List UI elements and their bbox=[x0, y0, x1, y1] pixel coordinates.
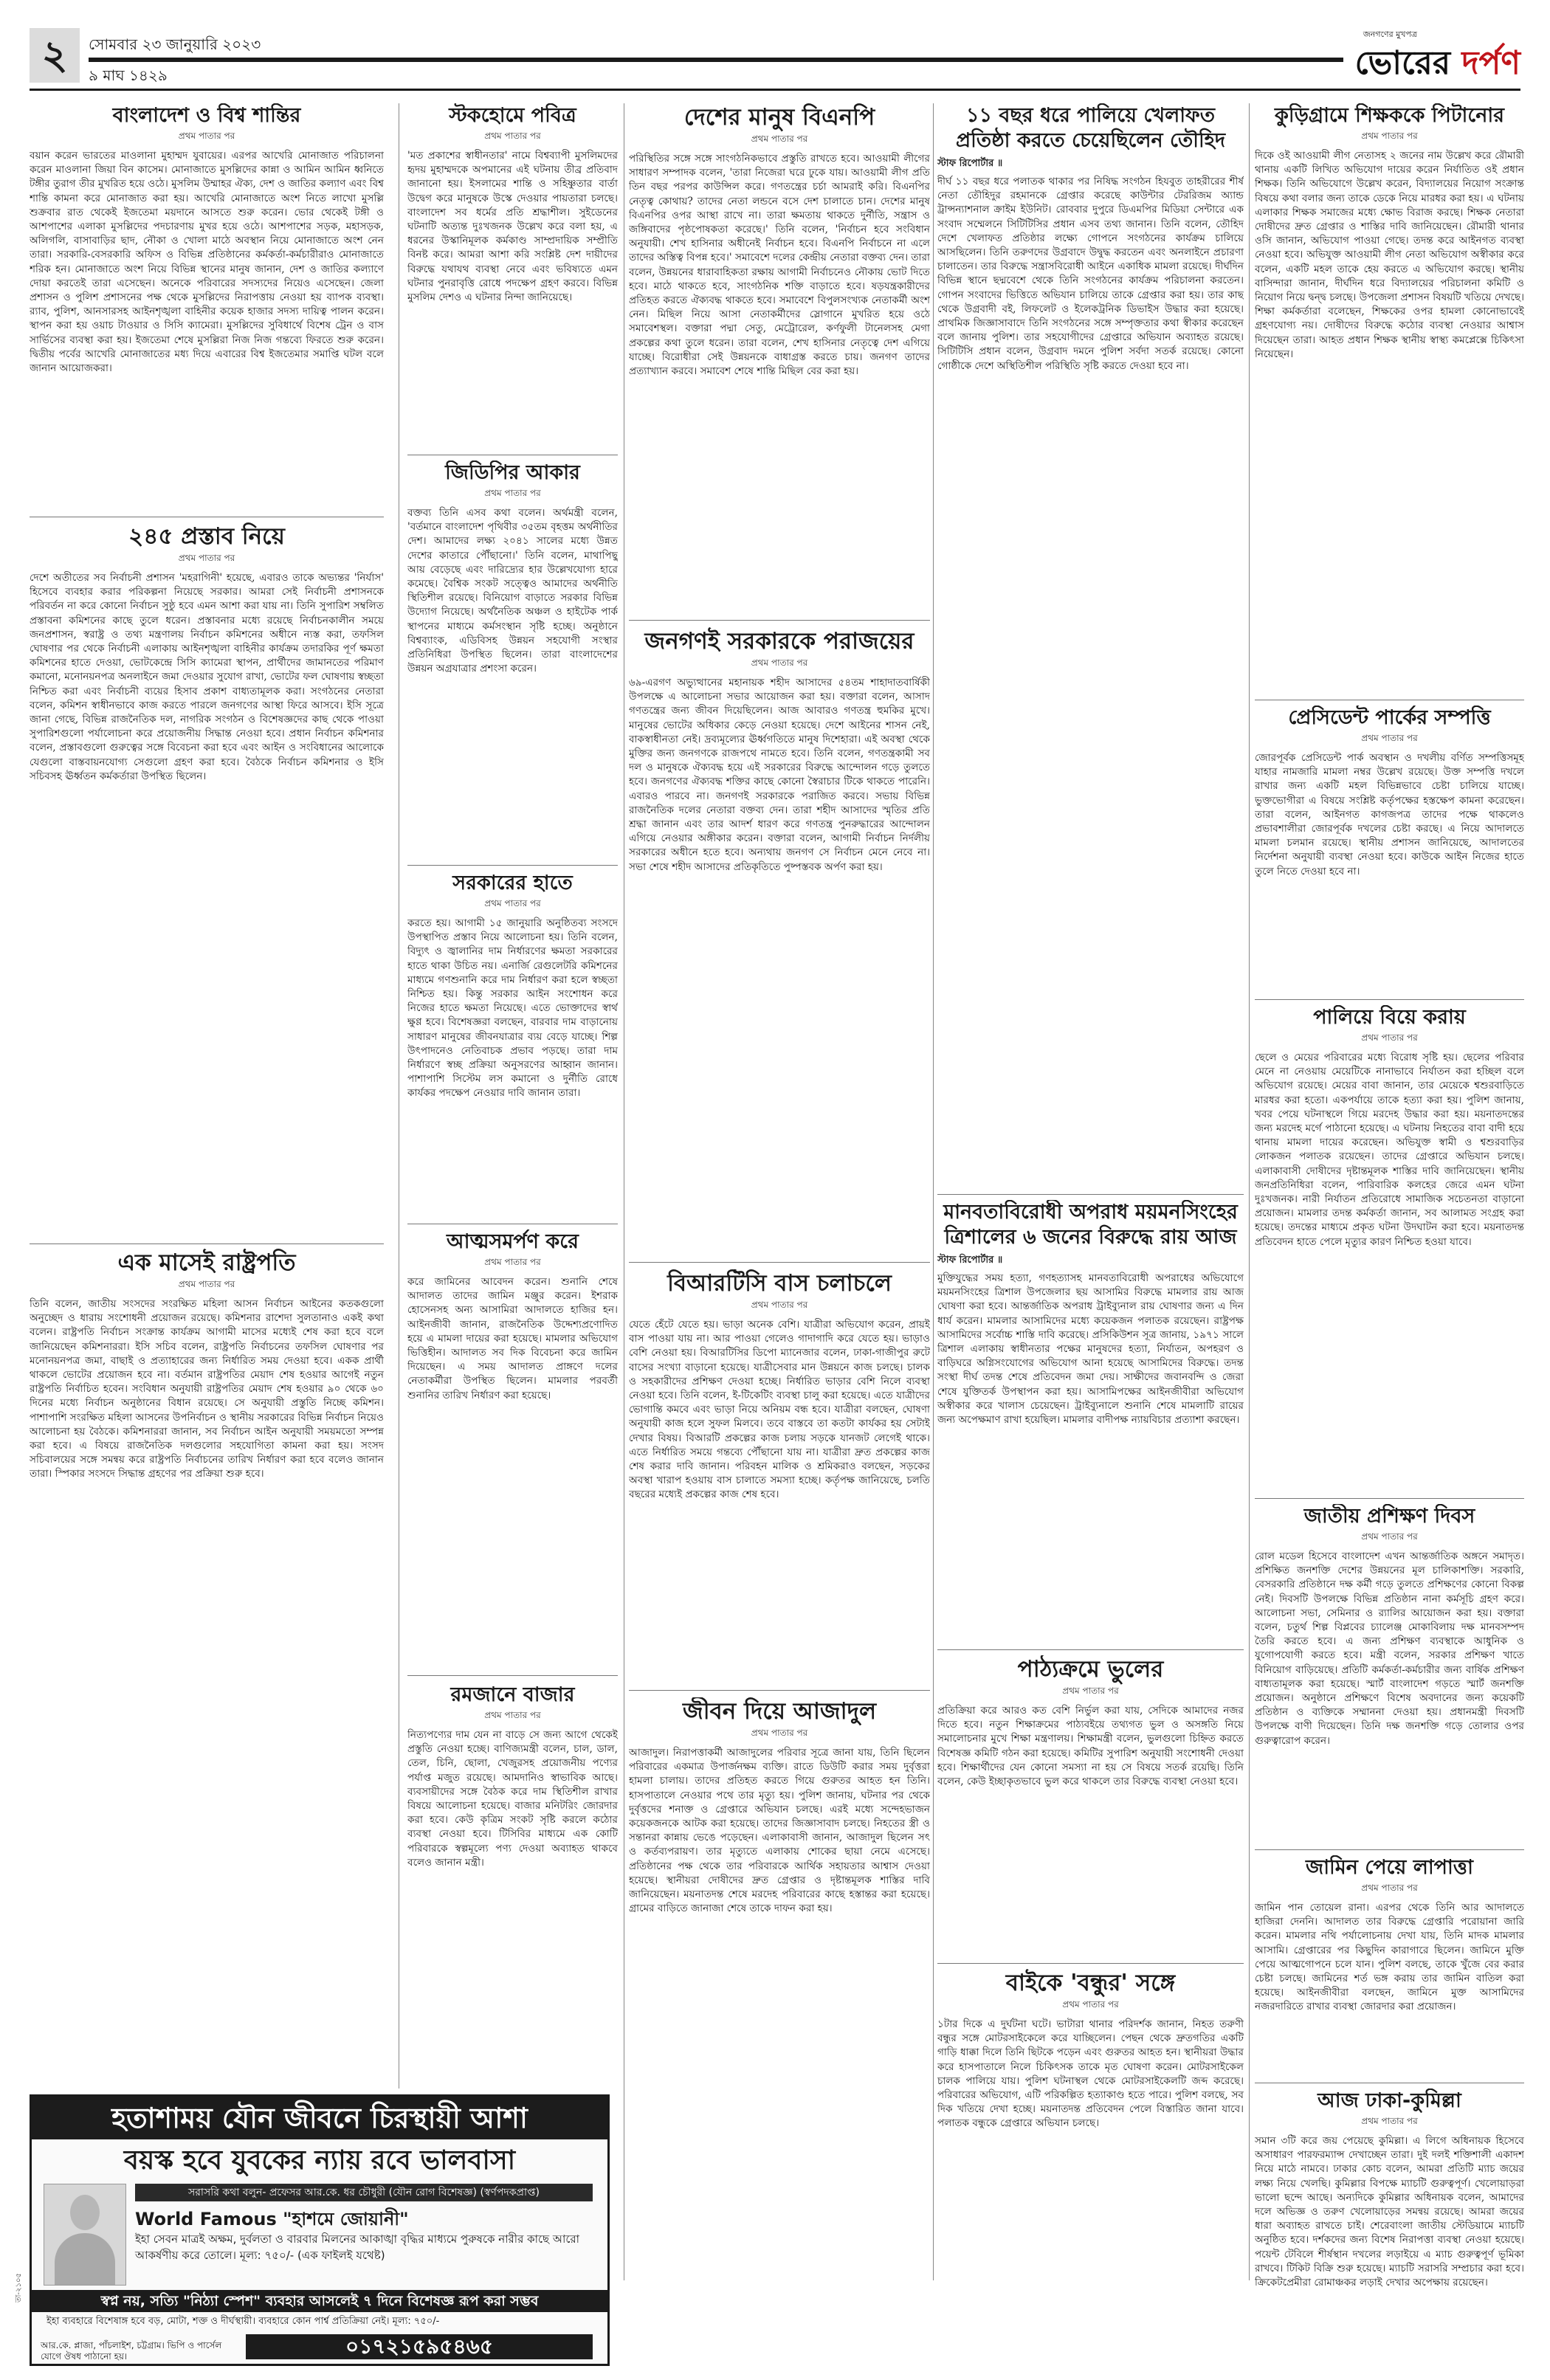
ad-note: ইহা ব্যবহারে বিশেষাঙ্গ হবে বড়, মোটা, শক্ত ও দীর্ঘস্থায়ী। ব্যবহারে কোন পার্শ্ব প্রতিক্রিয়া নেই। মূল্য: ৭৫০/- bbox=[46, 2316, 440, 2327]
article-elope bbox=[1255, 1005, 1524, 1492]
article-separator bbox=[629, 620, 930, 621]
kicker: প্রথম পাতার পর bbox=[484, 1257, 541, 1267]
ad-doctor-photo bbox=[44, 2184, 126, 2286]
article-govt bbox=[407, 871, 618, 1218]
kicker: প্রথম পাতার পর bbox=[484, 898, 541, 908]
article-brtc bbox=[629, 1269, 930, 1683]
logo-text-part2: দর্পণ bbox=[1461, 44, 1520, 82]
article-separator bbox=[407, 1675, 618, 1676]
article-gdp bbox=[407, 461, 618, 859]
byline: স্টাফ রিপোর্টার ॥ bbox=[937, 1255, 1003, 1266]
kicker: প্রথম পাতার পর bbox=[1062, 1999, 1119, 2010]
kicker: প্রথম পাতার পর bbox=[1361, 131, 1418, 141]
kicker: প্রথম পাতার পর bbox=[1361, 1032, 1418, 1043]
article-body: ১টার দিকে এ দুর্ঘটনা ঘটে। ভাটারা থানার পরিদর্শক জানান, নিহত তরুণী বন্ধুর সঙ্গে মোটরসাইকেলে করে যাচ্ছিলেন। পেছন থেকে দ্রুতগতির একটি গাড়ি ধাক্কা দিলে তিনি ছিটকে পড়েন এবং গুরুতর আহত হন। স্থানীয়রা উদ্ধার করে হাসপাতালে নিলে চিকিৎসক তাকে মৃত ঘোষণা করেন। মোটরসাইকেল চালক পালিয়ে যায়। পুলিশ ঘটনাস্থল থেকে মোটরসাইকেলটি জব্দ করেছে। পরিবারের অভিযোগ, এটি পরিকল্পিত হত্যাকাণ্ড হতে পারে। পুলিশ বলছে, সব দিক খতিয়ে দেখা হচ্ছে। ময়নাতদন্ত প্রতিবেদন পেলে বিস্তারিত জানা যাবে। পলাতক বন্ধুকে গ্রেপ্তারে অভিযান চলছে। bbox=[937, 2018, 1244, 2130]
headline: জাতীয় প্রশিক্ষণ দিবস bbox=[1303, 1505, 1475, 1528]
article-body: সমান ৩টি করে জয় পেয়েছে কুমিল্লা। এ লিগে অধিনায়ক হিসেবে অসাধারণ পারফরম্যান্স দেখাচ্ছেন তারা। দুই দলই শক্তিশালী একাদশ নিয়ে মাঠে নামবে। ঢাকার কোচ বলেন, আমরা প্রতিটি ম্যাচ জয়ের লক্ষ্য নিয়ে খেলছি। কুমিল্লার বিপক্ষে ম্যাচটি গুরুত্বপূর্ণ। খেলোয়াড়রা ভালো ছন্দে আছে। অন্যদিকে কুমিল্লার অধিনায়ক বলেন, আমাদের দলে অভিজ্ঞ ও তরুণ খেলোয়াড়ের সমন্বয় রয়েছে। আমরা জয়ের ধারা অব্যাহত রাখতে চাই। শেরেবাংলা জাতীয় স্টেডিয়ামে ম্যাচটি অনুষ্ঠিত হবে। দর্শকদের জন্য বিশেষ নিরাপত্তা ব্যবস্থা নেওয়া হয়েছে। পয়েন্ট টেবিলে শীর্ষস্থান দখলের লড়াইয়ে এ ম্যাচ গুরুত্বপূর্ণ ভূমিকা রাখবে। টিকিট বিক্রি শুরু হয়েছে। ম্যাচটি সরাসরি সম্প্রচার করা হবে। ক্রিকেটপ্রেমীরা রোমাঞ্চকর লড়াই দেখার অপেক্ষায় রয়েছেন। bbox=[1255, 2135, 1524, 2289]
column-divider bbox=[933, 103, 934, 2280]
article-separator bbox=[629, 1262, 930, 1263]
article-people-bnp bbox=[629, 103, 930, 613]
article-body: দীর্ঘ ১১ বছর ধরে পলাতক থাকার পর নিষিদ্ধ সংগঠন হিযবুত তাহরীরের শীর্ষ নেতা তৌহিদুর রহমানকে গ্রেপ্তার করেছে কাউন্টার টেররিজম অ্যান্ড ট্রান্সন্যাশনাল ক্রাইম ইউনিট। রোববার দুপুরে ডিএমপির মিডিয়া সেন্টারে এক সংবাদ সম্মেলনে সিটিটিসির প্রধান এসব তথ্য জানান। তিনি বলেন, তৌহিদ দেশে খেলাফত প্রতিষ্ঠার লক্ষ্যে গোপনে সংগঠনের কার্যক্রম চালিয়ে আসছিলেন। তিনি তরুণদের উগ্রবাদে উদ্বুদ্ধ করতেন এবং অনলাইনে প্রচারণা চালাতেন। তার বিরুদ্ধে সন্ত্রাসবিরোধী আইনে একাধিক মামলা রয়েছে। দীর্ঘদিন বিভিন্ন স্থানে ছদ্মবেশে থেকে তিনি সংগঠনের কার্যক্রম পরিচালনা করতেন। গোপন সংবাদের ভিত্তিতে অভিযান চালিয়ে তাকে গ্রেপ্তার করা হয়। তার কাছ থেকে উগ্রবাদী বই, লিফলেট ও ইলেকট্রনিক ডিভাইস উদ্ধার করা হয়েছে। প্রাথমিক জিজ্ঞাসাবাদে তিনি সংগঠনের সঙ্গে সম্পৃক্ততার কথা স্বীকার করেছেন বলে জানায় পুলিশ। তার সহযোগীদের গ্রেপ্তারে অভিযান অব্যাহত রয়েছে। সিটিটিসি প্রধান বলেন, উগ্রবাদ দমনে পুলিশ সর্বদা সতর্ক রয়েছে। কোনো গোষ্ঠীকে দেশে অস্থিতিশীল পরিস্থিতি সৃষ্টি করতে দেওয়া হবে না। bbox=[937, 176, 1244, 372]
kicker: প্রথম পাতার পর bbox=[751, 1728, 808, 1738]
kicker: প্রথম পাতার পর bbox=[178, 553, 235, 563]
kicker: প্রথম পাতার পর bbox=[178, 131, 235, 141]
photo-head-shape bbox=[70, 2195, 100, 2230]
logo-text-part1: ভোরের bbox=[1354, 44, 1462, 82]
kicker: প্রথম পাতার পর bbox=[484, 1710, 541, 1720]
date-gregorian: সোমবার ২৩ জানুয়ারি ২০২৩ bbox=[89, 35, 261, 53]
kicker: প্রথম পাতার পর bbox=[484, 131, 541, 141]
headline: জনগণই সরকারকে পরাজয়ের bbox=[644, 628, 914, 655]
article-bike bbox=[937, 1969, 1244, 2376]
headline: সরকারের হাতে bbox=[452, 872, 573, 894]
byline: স্টাফ রিপোর্টার ॥ bbox=[937, 158, 1003, 169]
headline: বাইকে 'বন্ধুর' সঙ্গে bbox=[1005, 1970, 1176, 1996]
article-separator bbox=[629, 1690, 930, 1691]
kicker: প্রথম পাতার পর bbox=[484, 488, 541, 498]
article-body: দিকে ওই আওয়ামী লীগ নেতাসহ ২ জনের নাম উল্লেখ করে রৌমারী থানায় একটি লিখিত অভিযোগ দায়ের করেন নির্যাতিত ওই প্রধান শিক্ষক। তিনি অভিযোগে উল্লেখ করেন, বিদ্যালয়ের নিয়োগ সংক্রান্ত বিষয়ে কথা বলার জন্য তাকে ডেকে নিয়ে মারধর করা হয়। এ ঘটনায় এলাকার শিক্ষক সমাজের মধ্যে ক্ষোভ বিরাজ করছে। শিক্ষক নেতারা দোষীদের দ্রুত গ্রেপ্তার ও শাস্তির দাবি জানিয়েছেন। রৌমারী থানার ওসি জানান, অভিযোগ পাওয়া গেছে। তদন্ত করে আইনগত ব্যবস্থা নেওয়া হবে। অভিযুক্ত আওয়ামী লীগ নেতা অভিযোগ অস্বীকার করে বলেন, একটি মহল তাকে হেয় করতে এ অভিযোগ করছে। স্থানীয় বাসিন্দারা জানান, দীর্ঘদিন ধরে বিদ্যালয়ের পরিচালনা কমিটি ও নিয়োগ নিয়ে দ্বন্দ্ব চলছে। উপজেলা প্রশাসন বিষয়টি খতিয়ে দেখছে। শিক্ষা কর্মকর্তারা বলেছেন, শিক্ষকের ওপর হামলা কোনোভাবেই গ্রহণযোগ্য নয়। দোষীদের বিরুদ্ধে কঠোর ব্যবস্থা নেওয়ার আশ্বাস দিয়েছেন তারা। আহত প্রধান শিক্ষক স্থানীয় স্বাস্থ্য কমপ্লেক্সে চিকিৎসা নিয়েছেন। bbox=[1255, 150, 1524, 360]
article-body: ৬৯-এরগণ অভ্যুত্থানের মহানায়ক শহীদ আসাদের ৫৪তম শাহাদাতবার্ষিকী উপলক্ষে এ আলোচনা সভার আয়োজন করা হয়। বক্তারা বলেন, আসাদ গণতন্ত্রের জন্য জীবন দিয়েছিলেন। আজ আবারও গণতন্ত্র হুমকির মুখে। মানুষের ভোটের অধিকার কেড়ে নেওয়া হয়েছে। দেশে আইনের শাসন নেই, বাকস্বাধীনতা নেই। দ্রব্যমূল্যের ঊর্ধ্বগতিতে মানুষ দিশেহারা। এই অবস্থা থেকে মুক্তির জন্য জনগণকে রাজপথে নামতে হবে। তিনি বলেন, গণতন্ত্রকামী সব দল ও মানুষকে ঐক্যবদ্ধ হয়ে এই সরকারের বিরুদ্ধে আন্দোলন গড়ে তুলতে হবে। জনগণের ঐক্যবদ্ধ শক্তির কাছে কোনো স্বৈরাচার টিকে থাকতে পারেনি। এবারও পারবে না। জনগণই সরকারকে পরাজিত করবে। সভায় বিভিন্ন রাজনৈতিক দলের নেতারা বক্তব্য দেন। তারা শহীদ আসাদের স্মৃতির প্রতি শ্রদ্ধা জানান এবং তার আদর্শ ধারণ করে গণতন্ত্র পুনরুদ্ধারের আন্দোলন এগিয়ে নেওয়ার অঙ্গীকার করেন। বক্তারা বলেন, আগামী নির্বাচন নির্দলীয় সরকারের অধীনে হতে হবে। অন্যথায় জনগণ সে নির্বাচন মেনে নেবে না। সভা শেষে শহীদ আসাদের প্রতিকৃতিতে পুষ্পস্তবক অর্পণ করা হয়। bbox=[629, 677, 930, 873]
article-bail bbox=[1255, 1855, 1524, 2077]
headline: পাঠ্যক্রমে ভুলের bbox=[1017, 1656, 1164, 1683]
headline: বাংলাদেশ ও বিশ্ব শান্তির bbox=[112, 104, 301, 127]
article-president bbox=[30, 1249, 384, 2083]
headline: প্রেসিডেন্ট পার্কের সম্পত্তি bbox=[1288, 706, 1491, 729]
article-body: যেতে হেঁটে যেতে হয়। ভাড়া অনেক বেশি। যাত্রীরা অভিযোগ করেন, প্রায়ই বাস পাওয়া যায় না। আর পাওয়া গেলেও গাদাগাদি করে যেতে হয়। ভাড়াও বেশি নেওয়া হয়। বিআরটিসির ডিপো ম্যানেজার বলেন, ঢাকা-গাজীপুর রুটে বাসের সংখ্যা বাড়ানো হয়েছে। যাত্রীসেবার মান উন্নয়নে কাজ চলছে। চালক ও সহকারীদের প্রশিক্ষণ দেওয়া হচ্ছে। নির্ধারিত ভাড়ার বেশি নিলে ব্যবস্থা নেওয়া হবে। তিনি বলেন, ই-টিকেটিং ব্যবস্থা চালু করা হয়েছে। এতে যাত্রীদের ভোগান্তি কমবে এবং ভাড়া নিয়ে অনিয়ম বন্ধ হবে। যাত্রীরা বলছেন, ঘোষণা অনুযায়ী কাজ হলে সুফল মিলবে। তবে বাস্তবে তা কতটা কার্যকর হয় সেটাই দেখার বিষয়। বিআরটি প্রকল্পের কাজ চলায় সড়কে যানজট লেগেই থাকে। এতে নির্ধারিত সময়ে গন্তব্যে পৌঁছানো যায় না। যাত্রীরা দ্রুত প্রকল্পের কাজ শেষ করার দাবি জানান। পরিবহন মালিক ও শ্রমিকরাও বলছেন, সড়কের অবস্থা খারাপ হওয়ায় বাস চালাতে সমস্যা হচ্ছে। কর্তৃপক্ষ জানিয়েছে, চলতি বছরের মধ্যেই প্রকল্পের কাজ শেষ হবে। bbox=[629, 1319, 930, 1501]
headline: আত্মসমর্পণ করে bbox=[447, 1230, 579, 1253]
headline: জামিন পেয়ে লাপাত্তা bbox=[1306, 1856, 1473, 1879]
article-separator bbox=[1255, 1849, 1524, 1850]
article-body: প্রতিক্রিয়া করে আরও কত বেশি নির্ভুল করা যায়, সেদিকে আমাদের নজর দিতে হবে। নতুন শিক্ষাক্রমের পাঠ্যবইয়ে তথ্যগত ভুল ও অসঙ্গতি নিয়ে সমালোচনার মুখে শিক্ষা মন্ত্রণালয়। শিক্ষামন্ত্রী বলেন, ভুলগুলো চিহ্নিত করতে বিশেষজ্ঞ কমিটি গঠন করা হয়েছে। কমিটির সুপারিশ অনুযায়ী সংশোধনী দেওয়া হবে। শিক্ষার্থীদের যেন কোনো সমস্যা না হয় সে বিষয়ে সতর্ক রয়েছি। তিনি বলেন, কেউ ইচ্ছাকৃতভাবে ভুল করে থাকলে তার বিরুদ্ধে ব্যবস্থা নেওয়া হবে। bbox=[937, 1705, 1244, 1788]
article-stockholm bbox=[407, 103, 618, 450]
side-print-code: তা-২১০৫ bbox=[15, 2273, 23, 2303]
column-divider bbox=[1249, 103, 1250, 2280]
article-body: মুক্তিযুদ্ধের সময় হত্যা, গণহত্যাসহ মানবতাবিরোধী অপরাধের অভিযোগে ময়মনসিংহের ত্রিশাল উপজেলার ছয় আসামির বিরুদ্ধে মামলার রায় আজ ঘোষণা করা হবে। আন্তর্জাতিক অপরাধ ট্রাইব্যুনাল রায় ঘোষণার জন্য এ দিন ধার্য করেন। মামলার আসামিদের মধ্যে কয়েকজন পলাতক রয়েছেন। রাষ্ট্রপক্ষ আসামিদের সর্বোচ্চ শাস্তি দাবি করেছে। প্রসিকিউশন সূত্র জানায়, ১৯৭১ সালে ত্রিশাল এলাকায় স্বাধীনতার পক্ষের মানুষদের হত্যা, নির্যাতন, অপহরণ ও বাড়িঘরে অগ্নিসংযোগের অভিযোগ আনা হয়েছে আসামিদের বিরুদ্ধে। তদন্ত সংস্থা দীর্ঘ তদন্ত শেষে প্রতিবেদন জমা দেয়। সাক্ষীদের জবানবন্দি ও জেরা শেষে যুক্তিতর্ক উপস্থাপন করা হয়। আসামিপক্ষের আইনজীবীরা অভিযোগ অস্বীকার করে খালাস চেয়েছেন। ট্রাইব্যুনালে শুনানি শেষে মামলাটি রায়ের জন্য অপেক্ষমাণ রাখা হয়েছিল। মামলার বাদীপক্ষ ন্যায়বিচার প্রত্যাশা করছেন। bbox=[937, 1272, 1244, 1427]
page-number: ২ bbox=[30, 28, 80, 83]
headline: জিডিপির আকার bbox=[445, 461, 580, 484]
kicker: প্রথম পাতার পর bbox=[1361, 1883, 1418, 1893]
header-bottom-rule bbox=[30, 89, 1520, 91]
article-body: করে জামিনের আবেদন করেন। শুনানি শেষে আদালত তাদের জামিন মঞ্জুর করেন। ইশরাক হোসেনসহ অন্য আসামিরা আদালতে হাজির হন। আইনজীবী জানান, রাজনৈতিক উদ্দেশ্যপ্রণোদিত হয়ে এ মামলা দায়ের করা হয়েছে। মামলার অভিযোগ ভিত্তিহীন। আদালত সব দিক বিবেচনা করে জামিন দিয়েছেন। এ সময় আদালত প্রাঙ্গণে দলের নেতাকর্মীরা উপস্থিত ছিলেন। মামলার পরবর্তী শুনানির তারিখ নির্ধারণ করা হয়েছে। bbox=[407, 1276, 618, 1401]
kicker: প্রথম পাতার পর bbox=[178, 1279, 235, 1289]
date-bengali: ৯ মাঘ ১৪২৯ bbox=[89, 66, 168, 84]
article-body: করতে হয়। আগামী ১৫ জানুয়ারি অনুষ্ঠিতব্য সংসদে উপস্থাপিত প্রস্তাব নিয়ে আলোচনা হয়। তিনি বলেন, বিদ্যুৎ ও জ্বালানির দাম নির্ধারণের ক্ষমতা সরকারের হাতে থাকা উচিত নয়। এনার্জি রেগুলেটরি কমিশনের মাধ্যমে গণশুনানি করে দাম নির্ধারণ করা হলে স্বচ্ছতা নিশ্চিত হয়। কিন্তু সরকার আইন সংশোধন করে নিজের হাতে ক্ষমতা নিয়েছে। এতে ভোক্তাদের স্বার্থ ক্ষুণ্ণ হবে। বিশেষজ্ঞরা বলছেন, বারবার দাম বাড়ানোয় সাধারণ মানুষের জীবনযাত্রার ব্যয় বেড়ে যাচ্ছে। শিল্প উৎপাদনেও নেতিবাচক প্রভাব পড়ছে। তারা দাম নির্ধারণে স্বচ্ছ প্রক্রিয়া অনুসরণের আহ্বান জানান। পাশাপাশি সিস্টেম লস কমানো ও দুর্নীতি রোধে কার্যকর পদক্ষেপ নেওয়ার দাবি জানান তারা। bbox=[407, 917, 618, 1100]
ad-contact-strip: সরাসরি কথা বলুন- প্রফেসর আর.কে. ধর চৌধুরী (যৌন রোগ বিশেষজ্ঞ) (স্বর্ণপদকপ্রাপ্ত) bbox=[135, 2184, 593, 2201]
article-separator bbox=[937, 1649, 1244, 1650]
kicker: প্রথম পাতার পর bbox=[751, 658, 808, 668]
article-separator bbox=[407, 865, 618, 866]
article-body: আজাদুল। নিরাপত্তাকর্মী আজাদুলের পরিবার সূত্রে জানা যায়, তিনি ছিলেন পরিবারের একমাত্র উপার্জনক্ষম ব্যক্তি। রাতে ডিউটি করার সময় দুর্বৃত্তরা হামলা চালায়। তাদের প্রতিহত করতে গিয়ে গুরুতর আহত হন তিনি। হাসপাতালে নেওয়ার পথে তার মৃত্যু হয়। পুলিশ জানায়, ঘটনার পর থেকে দুর্বৃত্তদের শনাক্ত ও গ্রেপ্তারে অভিযান চলছে। এরই মধ্যে সন্দেহভাজন কয়েকজনকে আটক করা হয়েছে। তাদের জিজ্ঞাসাবাদ চলছে। নিহতের স্ত্রী ও সন্তানরা কান্নায় ভেঙে পড়েছেন। এলাকাবাসী জানান, আজাদুল ছিলেন সৎ ও কর্তব্যপরায়ণ। তার মৃত্যুতে এলাকায় শোকের ছায়া নেমে এসেছে। প্রতিষ্ঠানের পক্ষ থেকে তার পরিবারকে আর্থিক সহায়তার আশ্বাস দেওয়া হয়েছে। স্থানীয়রা দোষীদের দ্রুত গ্রেপ্তার ও দৃষ্টান্তমূলক শাস্তির দাবি জানিয়েছেন। ময়নাতদন্ত শেষে মরদেহ পরিবারের কাছে হস্তান্তর করা হয়েছে। গ্রামের বাড়িতে জানাজা শেষে তাকে দাফন করা হয়। bbox=[629, 1747, 930, 1915]
article-body: পরিস্থিতির সঙ্গে সঙ্গে সাংগঠনিকভাবে প্রস্তুতি রাখতে হবে। আওয়ামী লীগের সাধারণ সম্পাদক বলেন, 'তারা নিজেরা ঘরে ঢুকে যায়। আওয়ামী লীগ প্রতি তিন বছর পরপর কাউন্সিল করে। গণতন্ত্রের চর্চা আমরাই করি। বিএনপির নেতৃত্ব কোথায়? তাদের নেতা লন্ডনে বসে দেশ চালাতে চান। দেশের মানুষ বিএনপির ওপর আস্থা রাখে না। তারা ক্ষমতায় থাকতে দুর্নীতি, সন্ত্রাস ও জঙ্গিবাদের পৃষ্ঠপোষকতা করেছে।' তিনি বলেন, 'নির্বাচন হবে সংবিধান অনুযায়ী। শেখ হাসিনার অধীনেই নির্বাচন হবে। বিএনপি নির্বাচনে না এলে তাদের অস্তিত্ব বিপন্ন হবে।' সমাবেশে দলের কেন্দ্রীয় নেতারা বক্তব্য দেন। তারা বলেন, উন্নয়নের ধারাবাহিকতা রক্ষায় আগামী নির্বাচনেও নৌকায় ভোট দিতে হবে। মাঠে থাকতে হবে, সাংগঠনিক শক্তি বাড়াতে হবে। ষড়যন্ত্রকারীদের প্রতিহত করতে ঐক্যবদ্ধ থাকতে হবে। সমাবেশে বিপুলসংখ্যক নেতাকর্মী অংশ নেন। মিছিল নিয়ে আসা নেতাকর্মীদের স্লোগানে মুখরিত হয়ে ওঠে সমাবেশস্থল। বক্তারা পদ্মা সেতু, মেট্রোরেল, কর্ণফুলী টানেলসহ মেগা প্রকল্পের কথা তুলে ধরেন। তারা বলেন, শেখ হাসিনার নেতৃত্বে দেশ এগিয়ে যাচ্ছে। বিরোধীরা সেই উন্নয়নকে বাধাগ্রস্ত করতে চায়। জনগণ তাদের প্রত্যাখ্যান করবে। সমাবেশ শেষে শান্তি মিছিল বের করা হয়। bbox=[629, 153, 930, 378]
headline: পালিয়ে বিয়ে করায় bbox=[1313, 1006, 1466, 1029]
article-ajadul bbox=[629, 1697, 930, 2376]
article-separator bbox=[937, 1963, 1244, 1964]
article-body: জোরপূর্বক প্রেসিডেন্ট পার্ক অবস্থান ও দখলীয় বর্ণিত সম্পত্তিসমূহ যাহার নামজারি মামলা নম্বর উল্লেখ রয়েছে। উক্ত সম্পত্তি দখলে রাখার জন্য একটি মহল বিভিন্নভাবে চেষ্টা চালিয়ে যাচ্ছে। ভুক্তভোগীরা এ বিষয়ে সংশ্লিষ্ট কর্তৃপক্ষের হস্তক্ষেপ কামনা করেছেন। তারা বলেন, আইনগত কাগজপত্র তাদের পক্ষে থাকলেও প্রভাবশালীরা জোরপূর্বক দখলের চেষ্টা করছে। এ নিয়ে আদালতে মামলা চলমান রয়েছে। স্থানীয় প্রশাসন জানিয়েছে, আদালতের নির্দেশনা অনুযায়ী ব্যবস্থা নেওয়া হবে। কাউকে আইন নিজের হাতে তুলে নিতে দেওয়া হবে না। bbox=[1255, 752, 1524, 877]
article-bangladesh bbox=[30, 103, 384, 513]
ad-headline-2: বয়স্ক হবে যুবকের ন্যায় রবে ভালবাসা bbox=[123, 2145, 516, 2176]
photo-body-shape bbox=[55, 2233, 115, 2285]
article-dhaka-comilla bbox=[1255, 2088, 1524, 2376]
kicker: প্রথম পাতার পর bbox=[1361, 2116, 1418, 2126]
headline: মানবতাবিরোধী অপরাধ ময়মনসিংহের ত্রিশালের ৬ জনের বিরুদ্ধে রায় আজ bbox=[943, 1201, 1238, 1249]
logo-tagline: জনগণের মুখপত্র bbox=[1363, 30, 1417, 39]
headline: ১১ বছর ধরে পালিয়ে খেলাফত প্রতিষ্ঠা করতে চেয়েছিলেন তৌহিদ bbox=[955, 104, 1226, 152]
article-separator bbox=[1255, 1498, 1524, 1499]
article-surrender bbox=[407, 1229, 618, 1628]
headline: এক মাসেই রাষ্ট্রপতি bbox=[117, 1249, 296, 1276]
masthead-logo bbox=[1351, 28, 1520, 84]
article-ramadan bbox=[407, 1683, 618, 2085]
article-body: 'মত প্রকাশের স্বাধীনতার' নামে বিশ্বব্যাপী মুসলিমদের হৃদয় মুহাম্মদকে অপমানের এই ঘটনায় তীব্র প্রতিবাদ জানানো হয়। ইসলামের শান্তি ও সহিষ্ণুতার বার্তা উদ্বেগ করে মানুষকে উস্কে দেওয়ার পায়তারা চলছে। বাংলাদেশ সব ধর্মের প্রতি শ্রদ্ধাশীল। সুইডেনের ঘটনাটি অত্যন্ত দুঃখজনক উল্লেখ করে বলা হয়, এ ধরনের উস্কানিমূলক কর্মকাণ্ড সাম্প্রদায়িক সম্প্রীতি বিনষ্ট করে। আমরা আশা করি সংশ্লিষ্ট দেশ দায়ীদের বিরুদ্ধে যথাযথ ব্যবস্থা নেবে এবং ভবিষ্যতে এমন ঘটনার পুনরাবৃত্তি রোধে পদক্ষেপ গ্রহণ করবে। বিভিন্ন মুসলিম দেশও এ ঘটনার নিন্দা জানিয়েছে। bbox=[407, 150, 618, 304]
article-body: রোল মডেল হিসেবে বাংলাদেশ এখন আন্তর্জাতিক অঙ্গনে সমাদৃত। প্রশিক্ষিত জনশক্তি দেশের উন্নয়নের মূল চালিকাশক্তি। সরকারি, বেসরকারি প্রতিষ্ঠানে দক্ষ কর্মী গড়ে তুলতে প্রশিক্ষণের কোনো বিকল্প নেই। দিবসটি উপলক্ষে বিভিন্ন প্রতিষ্ঠান নানা কর্মসূচি গ্রহণ করে। আলোচনা সভা, সেমিনার ও র‍্যালির আয়োজন করা হয়। বক্তারা বলেন, চতুর্থ শিল্প বিপ্লবের চ্যালেঞ্জ মোকাবিলায় দক্ষ মানবসম্পদ তৈরি করতে হবে। এ জন্য প্রশিক্ষণ ব্যবস্থাকে আধুনিক ও যুগোপযোগী করতে হবে। মন্ত্রী বলেন, সরকার প্রশিক্ষণ খাতে বিনিয়োগ বাড়িয়েছে। প্রতিটি কর্মকর্তা-কর্মচারীর জন্য বার্ষিক প্রশিক্ষণ বাধ্যতামূলক করা হয়েছে। স্মার্ট বাংলাদেশ গড়তে স্মার্ট জনশক্তি প্রয়োজন। অনুষ্ঠানে প্রশিক্ষণে বিশেষ অবদানের জন্য কয়েকটি প্রতিষ্ঠান ও ব্যক্তিকে সম্মাননা দেওয়া হয়। প্রধানমন্ত্রী দিবসটি উপলক্ষে বাণী দিয়েছেন। তিনি দক্ষ জনশক্তি গড়ে তোলার ওপর গুরুত্বারোপ করেন। bbox=[1255, 1551, 1524, 1747]
headline: জীবন দিয়ে আজাদুল bbox=[682, 1698, 877, 1725]
ad-description: ইহা সেবন মাত্রই অক্ষম, দুর্বলতা ও বারবার মিলনের আকাঙ্খা বৃদ্ধির মাধ্যমে পুরুষকে নারীর কাছে আরো আকর্ষণীয় করে তোলে। মূল্য: ৭৫০/- (এক ফাইলই যথেষ্ট) bbox=[135, 2232, 579, 2262]
kicker: প্রথম পাতার পর bbox=[1361, 1531, 1418, 1542]
article-body: দেশে অতীতের সব নির্বাচনী প্রশাসন 'মহরাগিনী' হয়েছে, এবারও তাকে অভ্যন্তর 'নির্যাস' হিসেবে ব্যবহার করার পরিকল্পনা নিয়েছে সরকার। আমরা সেই নির্বাচনী প্রশাসনকে পরিবর্তন না করে কোনো নির্বাচন সুষ্ঠু হবে এমন আশা করা যায় না। তিনি সুপারিশ সম্বলিত প্রস্তাবনা কমিশনের কাছে তুলে ধরেন। প্রস্তাবনার মধ্যে রয়েছে নির্বাচনকালীন সময়ে জনপ্রশাসন, স্বরাষ্ট্র ও তথ্য মন্ত্রণালয় নির্বাচন কমিশনের অধীনে ন্যস্ত করা, তফসিল ঘোষণার পর থেকে নির্বাচনী এলাকায় আইনশৃঙ্খলা বাহিনীর কার্যক্রম তদারকির পূর্ণ ক্ষমতা কমিশনের হাতে দেওয়া, ভোটকেন্দ্রে সিসি ক্যামেরা স্থাপন, প্রার্থীদের জামানতের পরিমাণ কমানো, মনোনয়নপত্র অনলাইনে জমা দেওয়ার সুযোগ রাখা, ভোটের ফল ঘোষণায় স্বচ্ছতা নিশ্চিত করা এবং নির্বাচনী ব্যয়ের হিসাব প্রকাশ বাধ্যতামূলক করা। সংগঠনের নেতারা বলেন, কমিশন স্বাধীনভাবে কাজ করতে পারলে জনগণের আস্থা ফিরে আসবে। ইসি সূত্রে জানা গেছে, বিভিন্ন রাজনৈতিক দল, নাগরিক সংগঠন ও বিশেষজ্ঞদের কাছ থেকে পাওয়া সুপারিশগুলো পর্যালোচনা করে প্রয়োজনীয় সিদ্ধান্ত নেওয়া হবে। প্রধান নির্বাচন কমিশনার বলেন, প্রস্তাবগুলো গুরুত্বের সঙ্গে বিবেচনা করা হবে এবং আইন ও সংবিধানের আলোকে যেগুলো বাস্তবায়নযোগ্য সেগুলো গ্রহণ করা হবে। বৈঠকে নির্বাচন কমিশনার ও ইসি সচিবসহ ঊর্ধ্বতন কর্মকর্তারা উপস্থিত ছিলেন। bbox=[30, 572, 384, 782]
article-body: বয়ান করেন ভারতের মাওলানা মুহাম্মদ যুবায়ের। এরপর আখেরি মোনাজাত পরিচালনা করেন মাওলানা জিয়া বিন কাসেম। মোনাজাতে মুসল্লিদের কান্না ও আমিন আমিন ধ্বনিতে টঙ্গীর তুরাগ তীর মুখরিত হয়ে ওঠে। মুসলিম উম্মাহর ঐক্য, দেশ ও জাতির কল্যাণ এবং বিশ্ব শান্তি কামনা করে মোনাজাত করা হয়। আখেরি মোনাজাতে অংশ নিতে লাখো মুসল্লি শুক্রবার রাত থেকেই ইজতেমা ময়দানে আসতে শুরু করেন। ভোর থেকেই টঙ্গী ও আশপাশের এলাকা মুসল্লিদের পদচারণায় মুখর হয়ে ওঠে। আশপাশের সড়ক, মহাসড়ক, অলিগলি, বাসাবাড়ির ছাদ, নৌকা ও খোলা মাঠে অবস্থান নিয়ে মোনাজাতে অংশ নেন তারা। সরকারি-বেসরকারি অফিস ও বিভিন্ন প্রতিষ্ঠানের কর্মকর্তা-কর্মচারীরাও মোনাজাতে শরিক হন। মোনাজাতে অংশ নিয়ে বিভিন্ন স্থানের মানুষ জানান, দেশ ও জাতির কল্যাণে দোয়া করতেই তারা এসেছেন। অনেকে পরিবারের সদস্যদের নিয়েও এসেছেন। জেলা প্রশাসন ও পুলিশ প্রশাসনের পক্ষ থেকে মুসল্লিদের নিরাপত্তায় নেওয়া হয় ব্যাপক ব্যবস্থা। র‍্যাব, পুলিশ, আনসারসহ আইনশৃঙ্খলা বাহিনীর কয়েক হাজার সদস্য দায়িত্ব পালন করেন। স্থাপন করা হয় ওয়াচ টাওয়ার ও সিসি ক্যামেরা। মুসল্লিদের সুবিধার্থে বিশেষ ট্রেন ও বাস সার্ভিসের ব্যবস্থা করা হয়। ইজতেমা শেষে মুসল্লিরা নিজ নিজ গন্তব্যে ফিরতে শুরু করেন। দ্বিতীয় পর্বের আখেরি মোনাজাতের মধ্য দিয়ে এবারের বিশ্ব ইজতেমার সমাপ্তি ঘটল বলে জানান আয়োজকরা। bbox=[30, 150, 384, 375]
kicker: প্রথম পাতার পর bbox=[1062, 1686, 1119, 1696]
headline: আজ ঢাকা-কুমিল্লা bbox=[1318, 2089, 1461, 2112]
advertisement[interactable] bbox=[30, 2094, 610, 2366]
kicker: প্রথম পাতার পর bbox=[751, 1300, 808, 1310]
headline: বিআরটিসি বাস চলাচলে bbox=[667, 1270, 892, 1297]
headline: স্টকহোমে পবিত্র bbox=[449, 104, 576, 127]
headline: ২৪৫ প্রস্তাব নিয়ে bbox=[128, 523, 285, 550]
article-mymensingh bbox=[937, 1200, 1244, 1643]
article-tauhid bbox=[937, 103, 1244, 1188]
article-separator bbox=[1255, 999, 1524, 1000]
article-training bbox=[1255, 1504, 1524, 1843]
article-presidentpark bbox=[1255, 706, 1524, 993]
ad-address: আর.কে. প্লাজা, পাঁচলাইশ, চট্টগ্রাম। ভিপি ও পার্সেল যোগে ঔষধ পাঠানো হয়। bbox=[41, 2340, 222, 2362]
article-body: নিত্যপণ্যের দাম যেন না বাড়ে সে জন্য আগে থেকেই প্রস্তুতি নেওয়া হচ্ছে। বাণিজ্যমন্ত্রী বলেন, চাল, ডাল, তেল, চিনি, ছোলা, খেজুরসহ প্রয়োজনীয় পণ্যের পর্যাপ্ত মজুত রয়েছে। আমদানিও স্বাভাবিক আছে। ব্যবসায়ীদের সঙ্গে বৈঠক করে দাম স্থিতিশীল রাখার বিষয়ে আলোচনা হয়েছে। বাজার মনিটরিং জোরদার করা হবে। কেউ কৃত্রিম সংকট সৃষ্টি করলে কঠোর ব্যবস্থা নেওয়া হবে। টিসিবির মাধ্যমে এক কোটি পরিবারকে স্বল্পমূল্যে পণ্য দেওয়া অব্যাহত থাকবে বলেও জানান মন্ত্রী। bbox=[407, 1729, 618, 1869]
article-proposals bbox=[30, 522, 384, 1238]
article-kurigram bbox=[1255, 103, 1524, 694]
article-syllabus bbox=[937, 1655, 1244, 1958]
headline: দেশের মানুষ বিএনপি bbox=[683, 104, 875, 131]
ad-promo-bar: স্বপ্ন নয়, সত্যি "নিঠ্যা স্পেশ" ব্যবহার আসলেই ৭ দিনে বিশেষজ্ঞ রূপ করা সম্ভব bbox=[32, 2290, 607, 2312]
headline: রমজানে বাজার bbox=[450, 1683, 575, 1706]
ad-product-title: World Famous "হাশমে জোয়ানী" bbox=[135, 2209, 409, 2229]
article-body: তিনি বলেন, জাতীয় সংসদের সংরক্ষিত মহিলা আসন নির্বাচন আইনের কতকগুলো অনুচ্ছেদ ও ধারায় সংশোধনী প্রয়োজন রয়েছে। কমিশনার রাশেদা সুলতানাও একই কথা বলেন। রাষ্ট্রপতি নির্বাচন সংক্রান্ত কার্যক্রম আগামী মাসের মধ্যেই শেষ করা হবে বলে জানিয়েছেন কমিশনাররা। ইসি সচিব বলেন, রাষ্ট্রপতি নির্বাচনের তফসিল ঘোষণার পর মনোনয়নপত্র জমা, বাছাই ও প্রত্যাহারের জন্য নির্ধারিত সময় দেওয়া হবে। একক প্রার্থী থাকলে ভোটের প্রয়োজন হবে না। বর্তমান রাষ্ট্রপতির মেয়াদ শেষ হওয়ার আগেই নতুন রাষ্ট্রপতি নির্বাচিত হবেন। সংবিধান অনুযায়ী রাষ্ট্রপতির মেয়াদ শেষ হওয়ার ৯০ থেকে ৬০ দিনের মধ্যে নির্বাচন অনুষ্ঠানের বিধান রয়েছে। সে অনুযায়ী প্রস্তুতি নিচ্ছে কমিশন। পাশাপাশি সংরক্ষিত মহিলা আসনের উপনির্বাচন ও স্থানীয় সরকারের বিভিন্ন নির্বাচন নিয়েও আলোচনা হয় বৈঠকে। কমিশনাররা জানান, সব নির্বাচন আইন অনুযায়ী সময়মতো সম্পন্ন করা হবে। এ বিষয়ে রাজনৈতিক দলগুলোর সহযোগিতা কামনা করা হয়। সংসদ সচিবালয়ের সঙ্গে সমন্বয় করে রাষ্ট্রপতি নির্বাচনের তারিখ নির্ধারণ করা হবে বলেও জানান তারা। স্পিকার সংসদে সিদ্ধান্ত গ্রহণের পর প্রক্রিয়া শুরু হবে। bbox=[30, 1298, 384, 1480]
article-separator bbox=[937, 1194, 1244, 1195]
article-body: বক্তব্য তিনি এসব কথা বলেন। অর্থমন্ত্রী বলেন, 'বর্তমানে বাংলাদেশ পৃথিবীর ৩৫তম বৃহত্তম অর্থনীতির দেশ। আমাদের লক্ষ্য ২০৪১ সালের মধ্যে উন্নত দেশের কাতারে পৌঁছানো।' তিনি বলেন, মাথাপিছু আয় বেড়েছে এবং দারিদ্র্যের হার উল্লেখযোগ্য হারে কমেছে। বৈশ্বিক সংকট সত্ত্বেও আমাদের অর্থনীতি স্থিতিশীল রয়েছে। বিনিয়োগ বাড়াতে সরকার বিভিন্ন উদ্যোগ নিয়েছে। অর্থনৈতিক অঞ্চল ও হাইটেক পার্ক স্থাপনের মাধ্যমে কর্মসংস্থান সৃষ্টি হচ্ছে। অনুষ্ঠানে বিশ্বব্যাংক, এডিবিসহ উন্নয়ন সহযোগী সংস্থার প্রতিনিধিরা উপস্থিত ছিলেন। তারা বাংলাদেশের উন্নয়ন অগ্রযাত্রার প্রশংসা করেন। bbox=[407, 507, 618, 675]
logo-text bbox=[1355, 44, 1520, 82]
kicker: প্রথম পাতার পর bbox=[751, 134, 808, 144]
article-body: ছেলে ও মেয়ের পরিবারের মধ্যে বিরোধ সৃষ্টি হয়। ছেলের পরিবার মেনে না নেওয়ায় মেয়েটিকে নানাভাবে নির্যাতন করা হচ্ছিল বলে অভিযোগ রয়েছে। মেয়ের বাবা জানান, তার মেয়েকে শ্বশুরবাড়িতে মারধর করা হতো। একপর্যায়ে তাকে হত্যা করা হয়। পুলিশ জানায়, খবর পেয়ে ঘটনাস্থলে গিয়ে মরদেহ উদ্ধার করা হয়। ময়নাতদন্তের জন্য মরদেহ মর্গে পাঠানো হয়েছে। এ ঘটনায় নিহতের বাবা বাদী হয়ে থানায় মামলা দায়ের করেছেন। অভিযুক্ত স্বামী ও শ্বশুরবাড়ির লোকজন পলাতক রয়েছেন। তাদের গ্রেপ্তারে অভিযান চলছে। এলাকাবাসী দোষীদের দৃষ্টান্তমূলক শাস্তির দাবি জানিয়েছেন। স্থানীয় জনপ্রতিনিধিরা বলেন, পারিবারিক কলহের জেরে এমন ঘটনা দুঃখজনক। নারী নির্যাতন প্রতিরোধে সামাজিক সচেতনতা বাড়ানো প্রয়োজন। মামলার তদন্ত কর্মকর্তা জানান, সব আলামত সংগ্রহ করা হয়েছে। তদন্তের মাধ্যমে প্রকৃত ঘটনা উদঘাটন করা হবে। ময়নাতদন্ত প্রতিবেদন হাতে পেলে মৃত্যুর কারণ নিশ্চিত হওয়া যাবে। bbox=[1255, 1052, 1524, 1248]
headline: কুড়িগ্রামে শিক্ষককে পিটানোর bbox=[1274, 104, 1505, 127]
article-defeat bbox=[629, 627, 930, 1255]
ad-phone-number[interactable]: ০১৭২১৫৯৫৪৬৫ bbox=[246, 2334, 593, 2359]
article-body: জামিন পান তোয়েল রানা। এরপর থেকে তিনি আর আদালতে হাজিরা দেননি। আদালত তার বিরুদ্ধে গ্রেপ্তারি পরোয়ানা জারি করেন। মামলার নথি পর্যালোচনায় দেখা যায়, তিনি মাদক মামলার আসামি। গ্রেপ্তারের পর কিছুদিন কারাগারে ছিলেন। জামিনে মুক্তি পেয়ে আত্মগোপনে চলে যান। পুলিশ বলছে, তাকে খুঁজে বের করার চেষ্টা চলছে। জামিনের শর্ত ভঙ্গ করায় তার জামিন বাতিল করা হয়েছে। আইনজীবীরা বলছেন, জামিনে মুক্ত আসামিদের নজরদারিতে রাখার ব্যবস্থা জোরদার করা প্রয়োজন। bbox=[1255, 1902, 1524, 2013]
kicker: প্রথম পাতার পর bbox=[1361, 733, 1418, 743]
page-header bbox=[30, 28, 1520, 96]
header-rule bbox=[89, 58, 1343, 62]
ad-headline-1: হতাশাময় যৌন জীবনে চিরস্থায়ী আশা bbox=[32, 2097, 607, 2139]
